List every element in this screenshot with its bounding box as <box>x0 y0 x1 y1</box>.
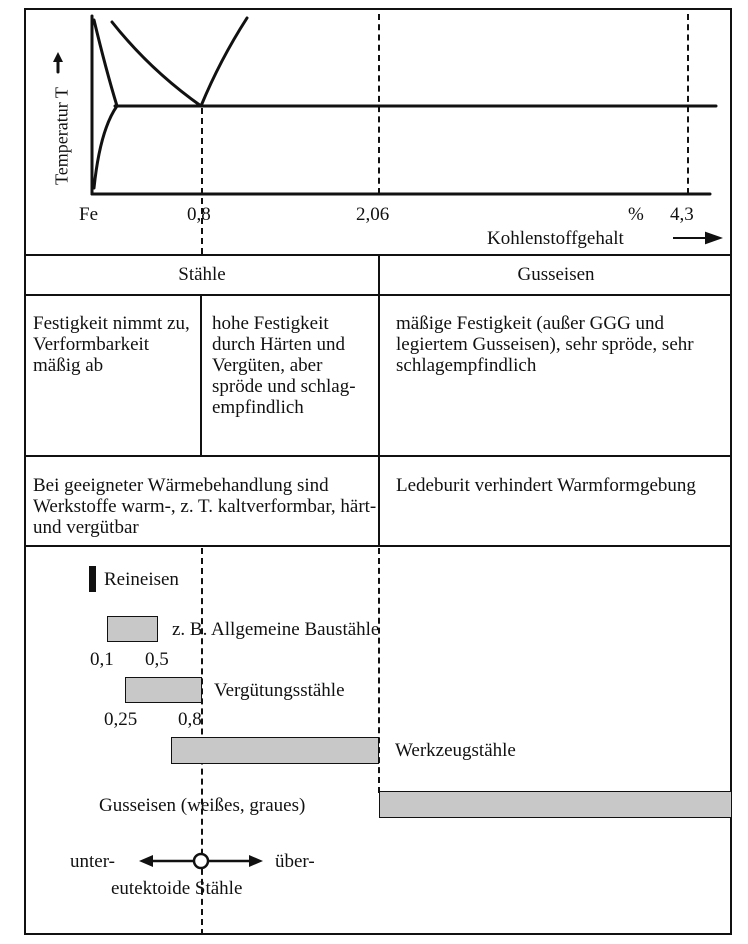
label-ueber: über- <box>275 851 315 872</box>
label-reineisen: Reineisen <box>104 569 179 590</box>
label-werkzeug: Werkzeugstähle <box>395 740 516 761</box>
x-tick-4-3: 4,3 <box>670 204 694 225</box>
verguetung-min: 0,25 <box>104 709 138 730</box>
label-baustaehle: z. B. Allgemeine Baustähle <box>172 619 380 640</box>
x-tick-0-8: 0,8 <box>187 204 211 225</box>
baustaehle-max: 0,5 <box>145 649 169 670</box>
eutectoid-point-icon <box>194 854 208 868</box>
cell-hypoeutectoid: Festigkeit nimmt zu, Verformbarkeit mäßig ab <box>33 313 190 376</box>
label-verguetung: Vergütungsstähle <box>214 680 345 701</box>
label-unter: unter- <box>70 851 115 872</box>
cell-hypereutectoid: hohe Festigkeit durch Härten und Vergüten, aber spröde und schlag-empfindlich <box>212 313 356 418</box>
baustaehle-min: 0,1 <box>90 649 114 670</box>
arrow-right-icon <box>249 855 263 867</box>
y-axis-label-text: Temperatur T <box>51 87 72 185</box>
cell-steel-treatment: Bei geeigneter Wärmebehandlung sind Werkstoffe warm-, z. T. kaltverformbar, härt- und vergütbar <box>33 475 377 538</box>
x-tick-fe: Fe <box>79 204 98 225</box>
verguetung-max: 0,8 <box>178 709 202 730</box>
label-eutektoide-staehle: eutektoide Stähle <box>111 878 243 899</box>
label-gusseisen: Gusseisen (weißes, graues) <box>99 795 306 816</box>
x-unit-percent: % <box>628 204 644 225</box>
x-axis-label: Kohlenstoffgehalt <box>487 228 624 249</box>
header-cast-iron: Gusseisen <box>517 264 595 285</box>
cell-ledeburite: Ledeburit verhindert Warmformgebung <box>396 475 696 496</box>
header-steels: Stähle <box>178 264 226 285</box>
x-tick-2-06: 2,06 <box>356 204 390 225</box>
cell-cast-iron-properties: mäßige Festigkeit (außer GGG und legiertem Gusseisen), sehr spröde, sehr schlagempfindlich <box>396 313 694 376</box>
arrow-left-icon <box>139 855 153 867</box>
